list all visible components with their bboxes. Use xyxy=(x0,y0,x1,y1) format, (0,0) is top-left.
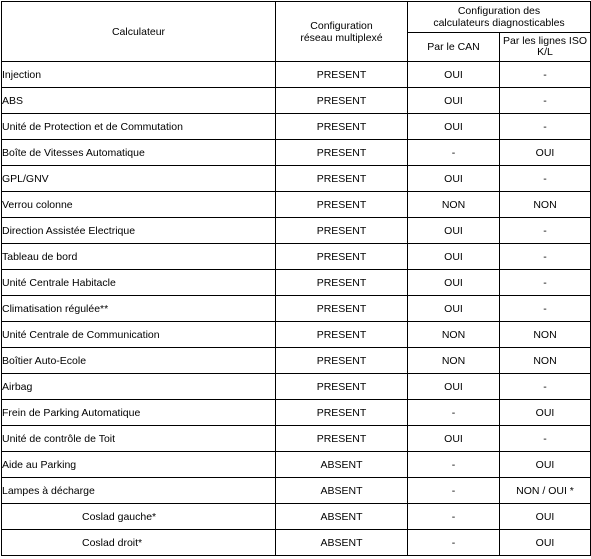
table-row xyxy=(2,244,591,270)
iso-value: - xyxy=(500,244,591,270)
table-row xyxy=(2,530,591,556)
can-value: NON xyxy=(408,192,500,218)
config-status: PRESENT xyxy=(276,140,408,166)
iso-value: OUI xyxy=(500,530,591,556)
table-row xyxy=(2,140,591,166)
config-status: PRESENT xyxy=(276,114,408,140)
calculateur-name: Unité Centrale de Communication xyxy=(2,322,276,348)
table-row xyxy=(2,296,591,322)
config-status: ABSENT xyxy=(276,478,408,504)
calculateur-name: ABS xyxy=(2,88,276,114)
calculateur-name: Verrou colonne xyxy=(2,192,276,218)
can-value: - xyxy=(408,400,500,426)
header-config-reseau: Configuration réseau multiplexé xyxy=(276,2,408,62)
calculateur-name: Direction Assistée Electrique xyxy=(2,218,276,244)
header-config-diag: Configuration des calculateurs diagnosticables xyxy=(408,2,591,33)
calculateur-name: Boîtier Auto-Ecole xyxy=(2,348,276,374)
config-status: PRESENT xyxy=(276,270,408,296)
table-row xyxy=(2,192,591,218)
calculateur-name: Frein de Parking Automatique xyxy=(2,400,276,426)
table-row xyxy=(2,62,591,88)
table-row xyxy=(2,322,591,348)
calculateur-name: GPL/GNV xyxy=(2,166,276,192)
can-value: OUI xyxy=(408,114,500,140)
can-value: - xyxy=(408,478,500,504)
table-row xyxy=(2,270,591,296)
iso-value: - xyxy=(500,218,591,244)
iso-value: OUI xyxy=(500,452,591,478)
table-row xyxy=(2,218,591,244)
can-value: OUI xyxy=(408,88,500,114)
iso-value: NON / OUI * xyxy=(500,478,591,504)
iso-value: - xyxy=(500,114,591,140)
can-value: - xyxy=(408,452,500,478)
calculateur-name: Unité de contrôle de Toit xyxy=(2,426,276,452)
table-row xyxy=(2,374,591,400)
config-status: PRESENT xyxy=(276,166,408,192)
calculateur-name: Lampes à décharge xyxy=(2,478,276,504)
can-value: OUI xyxy=(408,374,500,400)
config-status: ABSENT xyxy=(276,530,408,556)
config-status: PRESENT xyxy=(276,192,408,218)
calculateur-name: Coslad droit* xyxy=(2,530,276,556)
calculateur-name: Climatisation régulée** xyxy=(2,296,276,322)
table-row xyxy=(2,426,591,452)
can-value: OUI xyxy=(408,166,500,192)
config-status: PRESENT xyxy=(276,400,408,426)
header-calculateur: Calculateur xyxy=(2,2,276,62)
diagnostic-table xyxy=(1,1,591,556)
iso-value: - xyxy=(500,270,591,296)
table-row xyxy=(2,348,591,374)
table-row xyxy=(2,166,591,192)
calculateur-name: Airbag xyxy=(2,374,276,400)
config-status: PRESENT xyxy=(276,218,408,244)
iso-value: - xyxy=(500,296,591,322)
table-row xyxy=(2,452,591,478)
config-status: ABSENT xyxy=(276,452,408,478)
header-par-iso: Par les lignes ISO K/L xyxy=(500,33,591,62)
table-body xyxy=(2,62,591,556)
config-status: PRESENT xyxy=(276,62,408,88)
calculateur-name: Aide au Parking xyxy=(2,452,276,478)
iso-value: OUI xyxy=(500,140,591,166)
table-row xyxy=(2,114,591,140)
config-status: ABSENT xyxy=(276,504,408,530)
calculateur-name: Injection xyxy=(2,62,276,88)
can-value: OUI xyxy=(408,426,500,452)
can-value: NON xyxy=(408,348,500,374)
calculateur-name: Unité de Protection et de Commutation xyxy=(2,114,276,140)
header-par-can: Par le CAN xyxy=(408,33,500,62)
iso-value: - xyxy=(500,166,591,192)
can-value: OUI xyxy=(408,62,500,88)
table-row xyxy=(2,504,591,530)
config-status: PRESENT xyxy=(276,426,408,452)
iso-value: - xyxy=(500,88,591,114)
iso-value: NON xyxy=(500,348,591,374)
can-value: OUI xyxy=(408,270,500,296)
calculateur-name: Boîte de Vitesses Automatique xyxy=(2,140,276,166)
can-value: - xyxy=(408,140,500,166)
table-row xyxy=(2,400,591,426)
can-value: OUI xyxy=(408,296,500,322)
table-row xyxy=(2,478,591,504)
iso-value: OUI xyxy=(500,400,591,426)
calculateur-name: Tableau de bord xyxy=(2,244,276,270)
config-status: PRESENT xyxy=(276,322,408,348)
config-status: PRESENT xyxy=(276,348,408,374)
iso-value: - xyxy=(500,62,591,88)
config-status: PRESENT xyxy=(276,244,408,270)
config-status: PRESENT xyxy=(276,374,408,400)
iso-value: - xyxy=(500,426,591,452)
iso-value: - xyxy=(500,374,591,400)
can-value: OUI xyxy=(408,244,500,270)
iso-value: NON xyxy=(500,192,591,218)
can-value: - xyxy=(408,504,500,530)
config-status: PRESENT xyxy=(276,296,408,322)
can-value: OUI xyxy=(408,218,500,244)
config-status: PRESENT xyxy=(276,88,408,114)
iso-value: NON xyxy=(500,322,591,348)
can-value: - xyxy=(408,530,500,556)
calculateur-name: Unité Centrale Habitacle xyxy=(2,270,276,296)
table-row xyxy=(2,88,591,114)
calculateur-name: Coslad gauche* xyxy=(2,504,276,530)
iso-value: OUI xyxy=(500,504,591,530)
can-value: NON xyxy=(408,322,500,348)
